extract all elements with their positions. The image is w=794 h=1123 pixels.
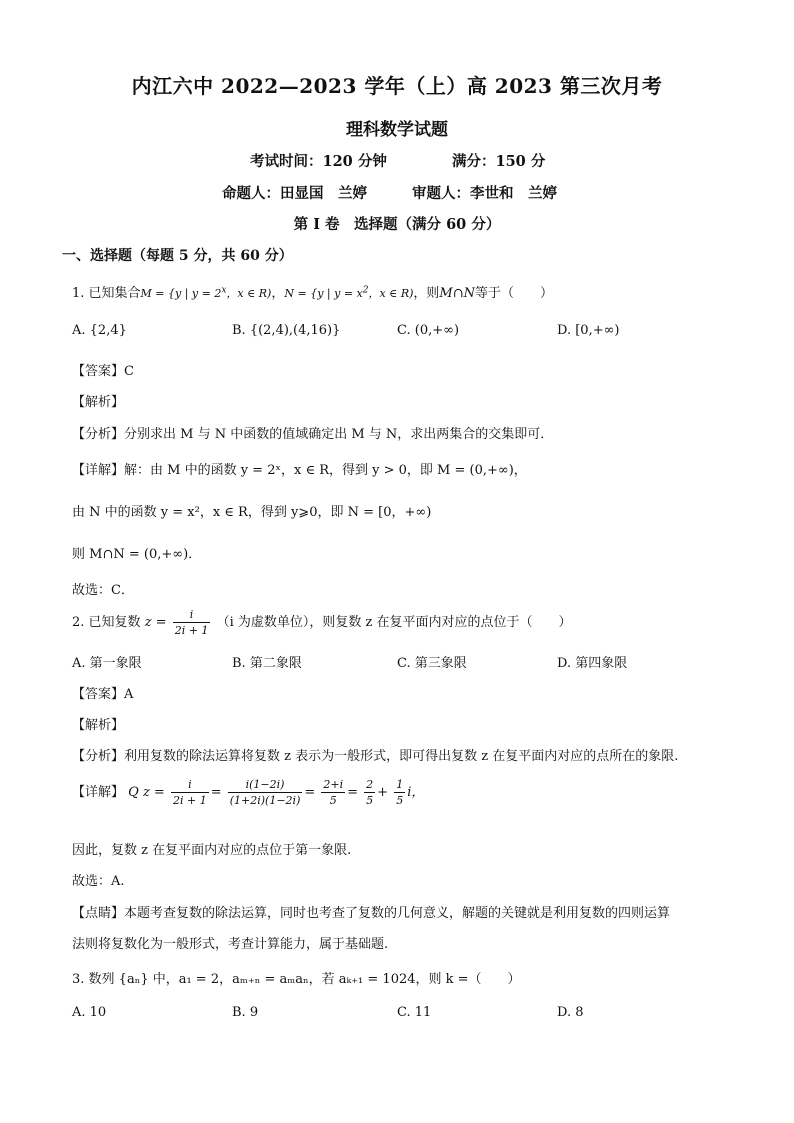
q2-option-a: A. 第一象限 bbox=[72, 656, 142, 671]
question-2-stem bbox=[72, 607, 571, 638]
exam-subtitle: 理科数学试题 bbox=[346, 120, 448, 140]
exam-score: 满分：150 分 bbox=[452, 153, 546, 170]
q2-answer: 【答案】A bbox=[72, 687, 134, 702]
q2-comment-2: 法则将复数化为一般形式，考查计算能力，属于基础题. bbox=[72, 937, 389, 952]
q1-option-b: B. {(2,4),(4,16)} bbox=[232, 323, 341, 338]
exam-authors: 命题人：田显国 兰婷 bbox=[222, 185, 367, 202]
question-3-stem: 3. 数列 {aₙ} 中，a₁ = 2，aₘ₊ₙ = aₘaₙ，若 aₖ₊₁ = 1024，则 k =（ ） bbox=[72, 972, 521, 987]
q3-option-c: C. 11 bbox=[397, 1005, 432, 1020]
q1-suffix: 等于（ ） bbox=[475, 286, 554, 301]
q2-fenxi: 【分析】利用复数的除法运算将复数 z 表示为一般形式，即可得出复数 z 在复平面内对应的点所在的象限. bbox=[72, 749, 679, 764]
q1-intersect: M∩N bbox=[439, 286, 476, 301]
q2-conclusion: 因此，复数 z 在复平面内对应的点位于第一象限. bbox=[72, 843, 352, 858]
q1-option-d: D. [0,+∞) bbox=[557, 323, 620, 338]
q2-prefix: 2. 已知复数 bbox=[72, 615, 141, 630]
q2-detail-tail: i， bbox=[407, 785, 425, 800]
q1-fenxi: 【分析】分别求出 M 与 N 中函数的值域确定出 M 与 N，求出两集合的交集即可． bbox=[72, 427, 554, 442]
q2-frac-4: $\frac{2}{5}$ bbox=[366, 778, 374, 807]
q2-detail-label: 【详解】 bbox=[72, 785, 125, 800]
q1-choose: 故选：C． bbox=[72, 583, 134, 598]
q1-prefix: 1. 已知集合 bbox=[72, 286, 141, 301]
q2-option-b: B. 第二象限 bbox=[232, 656, 302, 671]
q1-analysis-label: 【解析】 bbox=[72, 395, 125, 410]
question-1-stem: 1. 已知集合M = {y | $y = 2^x$，x ∈ R)，N = {y | $y = x^2$，x ∈ R)，则M∩N等于（ ） bbox=[72, 285, 554, 301]
q3-option-d: D. 8 bbox=[557, 1005, 584, 1020]
q2-detail: 【详解】 Q z = $\frac{i}{2i + 1}$ = $\frac{i(1-2i)}{(1+2i)(1-2i)}$ = $\frac{2+i}{5}$ = $\frac{2}{5}$ + $\frac{1}{5}$ i， bbox=[72, 778, 425, 807]
q3-option-b: B. 9 bbox=[232, 1005, 259, 1020]
q1-detail-3: 则 M∩N = (0,+∞)． bbox=[72, 547, 202, 562]
q2-option-c: C. 第三象限 bbox=[397, 656, 467, 671]
exam-title: 内江六中 2022—2023 学年（上）高 2023 第三次月考 bbox=[131, 74, 663, 98]
q2-fraction: $\frac{i}{2i + 1}$ bbox=[174, 608, 209, 637]
q2-comment-1: 【点睛】本题考查复数的除法运算，同时也考查了复数的几何意义，解题的关键就是利用复数的四则运算 bbox=[72, 906, 671, 921]
q1-detail-2: 由 N 中的函数 y = x²，x ∈ R，得到 y⩾0，即 N = [0，+∞) bbox=[72, 505, 432, 520]
q2-frac-3: $\frac{2+i}{5}$ bbox=[323, 778, 344, 807]
volume-title: 第 I 卷 选择题（满分 60 分） bbox=[293, 216, 501, 233]
q2-option-d: D. 第四象限 bbox=[557, 656, 628, 671]
q1-answer: 【答案】C bbox=[72, 364, 134, 379]
q2-frac-5: $\frac{1}{5}$ bbox=[396, 778, 404, 807]
q2-choose: 故选：A. bbox=[72, 874, 125, 889]
q1-option-c: C. (0,+∞) bbox=[397, 323, 460, 338]
exam-reviewers: 审题人：李世和 兰婷 bbox=[412, 185, 557, 202]
section-title: 一、选择题（每题 5 分，共 60 分） bbox=[62, 248, 293, 264]
q1-option-a: A. {2,4} bbox=[72, 323, 127, 338]
q3-option-a: A. 10 bbox=[72, 1005, 107, 1020]
q2-suffix: （i 为虚数单位），则复数 z 在复平面内对应的点位于（ ） bbox=[216, 615, 572, 630]
q1-detail-1: 【详解】解：由 M 中的函数 y = 2ˣ，x ∈ R，得到 y > 0，即 M = (0,+∞)， bbox=[72, 463, 527, 478]
q2-frac-1: $\frac{i}{2i + 1}$ bbox=[172, 778, 207, 807]
q2-detail-q: Q z = bbox=[128, 785, 165, 800]
q2-z-eq: z = bbox=[144, 615, 167, 630]
q2-frac-2: $\frac{i(1-2i)}{(1+2i)(1-2i)}$ bbox=[229, 778, 301, 807]
exam-time: 考试时间：120 分钟 bbox=[250, 153, 387, 170]
q1-set-n: N = {y | $y = x^2$，x ∈ R) bbox=[284, 285, 414, 300]
q2-analysis-label: 【解析】 bbox=[72, 718, 125, 733]
q1-set-m: M = {y | $y = 2^x$，x ∈ R) bbox=[140, 285, 272, 300]
